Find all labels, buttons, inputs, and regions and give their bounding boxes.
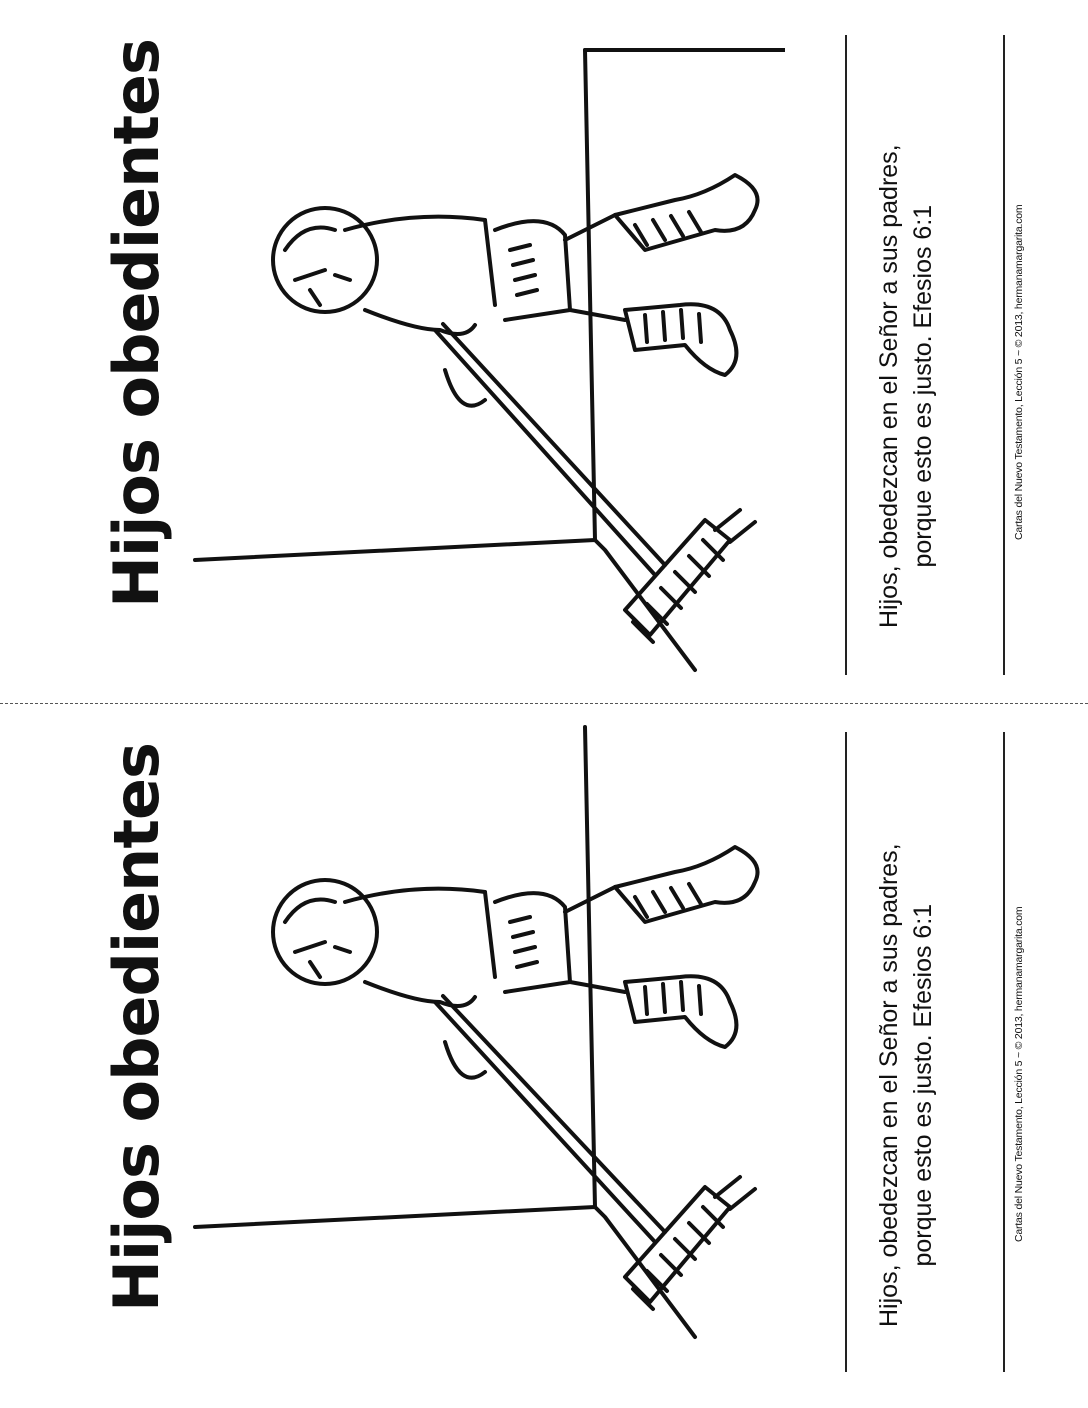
cut-line bbox=[0, 703, 1088, 704]
verse-line-1: Hijos, obedezcan en el Señor a sus padres, bbox=[875, 843, 903, 1327]
verse-text bbox=[872, 843, 940, 1327]
credit-text: Cartas del Nuevo Testamento, Lección 5 ~ © 2013, hermanamargarita.com bbox=[1013, 906, 1025, 1242]
boy-sweeping-with-broom-icon bbox=[185, 30, 785, 680]
verse-line-2: porque esto es justo. Efesios 6:1 bbox=[909, 903, 937, 1267]
divider-rule bbox=[1003, 732, 1005, 1372]
divider-rule bbox=[845, 732, 847, 1372]
card-title: Hijos obedientes bbox=[100, 39, 173, 608]
divider-rule bbox=[1003, 35, 1005, 675]
card-top bbox=[0, 0, 1088, 690]
verse-line-2: porque esto es justo. Efesios 6:1 bbox=[909, 204, 937, 568]
verse-line-1: Hijos, obedezcan en el Señor a sus padres, bbox=[875, 144, 903, 628]
verse-text bbox=[872, 144, 940, 628]
card-bottom bbox=[0, 712, 1088, 1402]
credit-text: Cartas del Nuevo Testamento, Lección 5 ~ © 2013, hermanamargarita.com bbox=[1013, 204, 1025, 540]
divider-rule bbox=[845, 35, 847, 675]
card-title: Hijos obedientes bbox=[100, 743, 173, 1312]
boy-sweeping-with-broom-icon bbox=[185, 712, 785, 1362]
